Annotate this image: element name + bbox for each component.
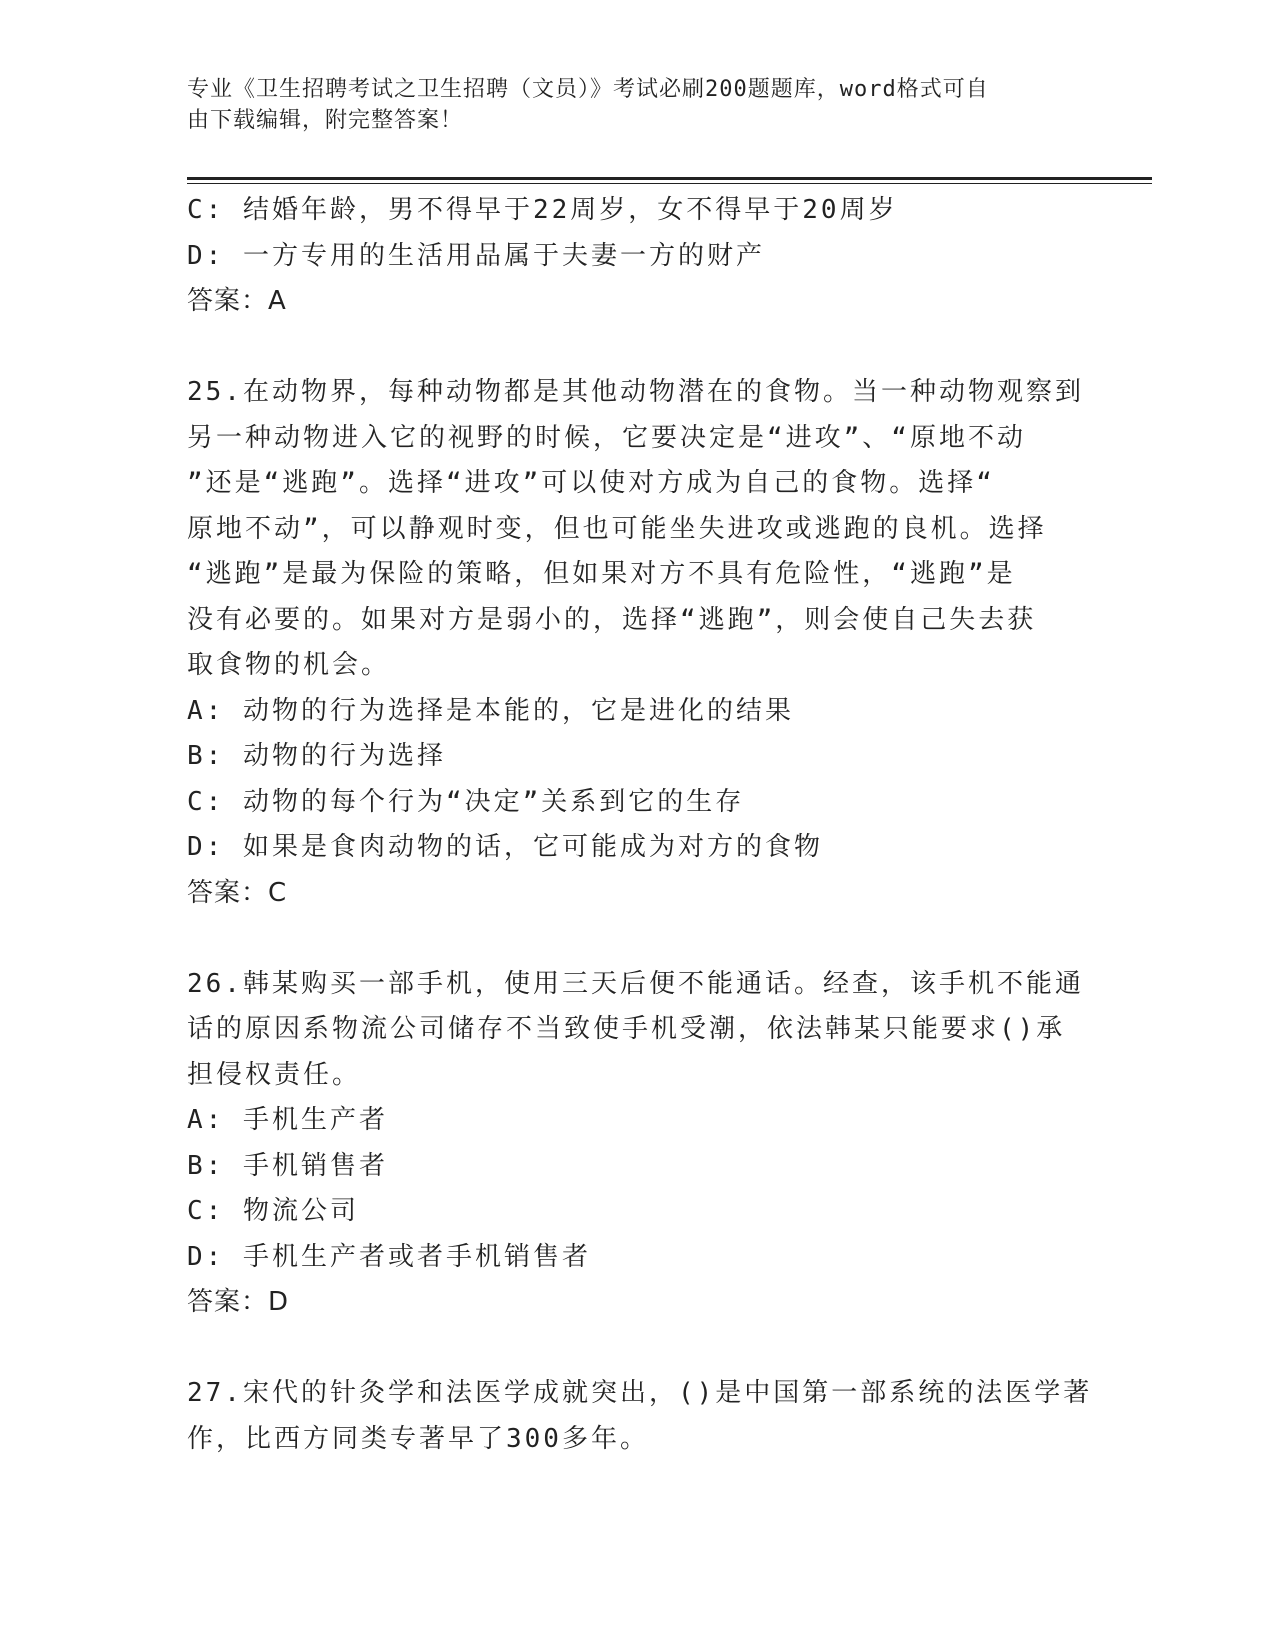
question-27 <box>187 1371 1093 1462</box>
option-b: B: 手机销售者 <box>187 1150 388 1181</box>
answer-line: 答案：D <box>187 1287 290 1317</box>
question-text-line: 原地不动”，可以静观时变，但也可能坐失进攻或逃跑的良机。选择 <box>187 513 1047 544</box>
option-d: D: 如果是食肉动物的话，它可能成为对方的食物 <box>187 832 823 862</box>
question-text-line: 26.韩某购买一部手机，使用三天后便不能通话。经查，该手机不能通 <box>187 968 1084 999</box>
question-text-line: 25.在动物界，每种动物都是其他动物潜在的食物。当一种动物观察到 <box>187 377 1084 407</box>
header-divider-thin <box>187 183 1152 184</box>
question-24-tail <box>187 188 1067 325</box>
question-text-line: “逃跑”是最为保险的策略，但如果对方不具有危险性，“逃跑”是 <box>187 559 1016 589</box>
option-a: A: 手机生产者 <box>187 1105 388 1135</box>
question-25 <box>187 370 1084 916</box>
option-d: D: 手机生产者或者手机销售者 <box>187 1241 591 1272</box>
option-c: C: 结婚年龄，男不得早于22周岁，女不得早于20周岁 <box>187 195 898 225</box>
question-text-line: 担侵权责任。 <box>187 1059 362 1090</box>
option-a: A: 动物的行为选择是本能的，它是进化的结果 <box>187 695 794 726</box>
option-b: B: 动物的行为选择 <box>187 741 446 771</box>
answer-line: 答案：A <box>187 286 287 316</box>
question-text-line: 作，比西方同类专著早了300多年。 <box>187 1423 649 1454</box>
spacer <box>187 1326 1067 1372</box>
header-line-1: 专业《卫生招聘考试之卫生招聘（文员）》考试必刷200题题库，word格式可自 <box>187 77 989 102</box>
header-divider-thick <box>187 177 1152 180</box>
header-line-2: 由下载编辑，附完整答案！ <box>187 108 464 133</box>
question-text <box>187 370 1084 689</box>
question-text <box>187 1371 1093 1462</box>
question-text-line: ”还是“逃跑”。选择“进攻”可以使对方成为自己的食物。选择“ <box>187 468 995 498</box>
spacer <box>187 916 1067 962</box>
question-text-line: 取食物的机会。 <box>187 650 391 680</box>
question-26 <box>187 962 1084 1326</box>
question-text-line: 话的原因系物流公司储存不当致使手机受潮，依法韩某只能要求()承 <box>187 1014 1066 1044</box>
question-text <box>187 962 1084 1099</box>
question-list <box>187 188 1093 1462</box>
option-d: D: 一方专用的生活用品属于夫妻一方的财产 <box>187 240 765 271</box>
question-text-line: 没有必要的。如果对方是弱小的，选择“逃跑”，则会使自己失去获 <box>187 604 1037 635</box>
spacer <box>187 325 1067 371</box>
option-c: C: 动物的每个行为“决定”关系到它的生存 <box>187 786 745 817</box>
question-text-line: 另一种动物进入它的视野的时候，它要决定是“进攻”、“原地不动 <box>187 422 1026 453</box>
answer-line: 答案：C <box>187 877 288 908</box>
question-text-line: 27.宋代的针灸学和法医学成就突出，()是中国第一部系统的法医学著 <box>187 1378 1093 1408</box>
option-c: C: 物流公司 <box>187 1196 359 1226</box>
document-header <box>187 74 1067 136</box>
